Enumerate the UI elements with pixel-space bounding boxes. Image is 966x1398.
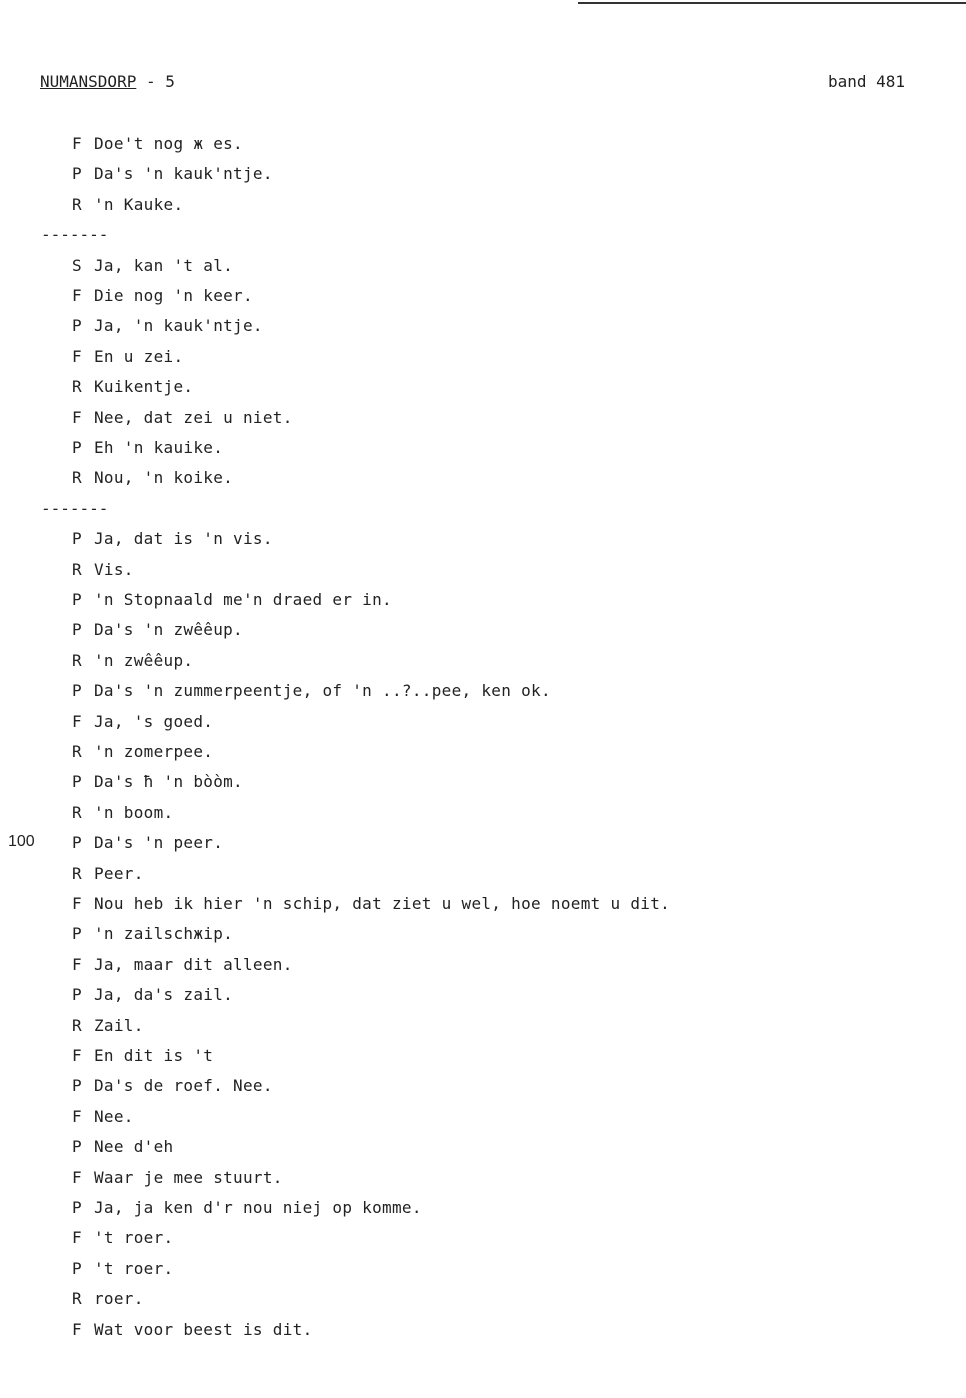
transcript-line <box>72 1289 144 1308</box>
utterance-text: Da's 'n kauk'ntje. <box>94 164 273 183</box>
transcript-line <box>72 712 213 731</box>
utterance-text: Ja, 'n kauk'ntje. <box>94 316 263 335</box>
utterance-text: Da's 'n zummerpeentje, of 'n ..?..pee, ken ok. <box>94 681 551 700</box>
speaker-code: P <box>72 438 82 457</box>
utterance-text: 'n zwêêup. <box>94 651 194 670</box>
transcript-line <box>72 1228 173 1247</box>
utterance-text: Zail. <box>94 1016 144 1035</box>
transcript-line <box>72 316 263 335</box>
speaker-code: P <box>72 924 82 943</box>
transcript-line <box>72 529 273 548</box>
utterance-text: 'n zailschжip. <box>94 924 234 943</box>
speaker-code: P <box>72 316 82 335</box>
utterance-text: Ja, kan 't al. <box>94 256 234 275</box>
speaker-code: F <box>72 347 82 366</box>
speaker-code: R <box>72 1289 82 1308</box>
speaker-code: P <box>72 681 82 700</box>
header-title: NUMANSDORP <box>40 72 137 91</box>
utterance-text: Da's 'n zwêêup. <box>94 620 243 639</box>
utterance-text: Ja, 's goed. <box>94 712 214 731</box>
header-page: - 5 <box>136 72 175 91</box>
speaker-code: F <box>72 134 82 153</box>
speaker-code: R <box>72 864 82 883</box>
transcript-line <box>72 408 293 427</box>
transcript-line <box>72 833 223 852</box>
speaker-code: R <box>72 651 82 670</box>
utterance-text: En u zei. <box>94 347 184 366</box>
document-header <box>40 72 175 91</box>
transcript-line <box>72 894 670 913</box>
utterance-text: Da's de roef. Nee. <box>94 1076 273 1095</box>
transcript-line <box>72 286 253 305</box>
band-label: band 481 <box>828 72 906 91</box>
utterance-text: roer. <box>94 1289 144 1308</box>
transcript-line <box>72 134 243 153</box>
speaker-code: P <box>72 590 82 609</box>
speaker-code: P <box>72 1198 82 1217</box>
transcript-line <box>72 803 173 822</box>
transcript-line <box>72 1259 173 1278</box>
transcript-line <box>72 195 183 214</box>
utterance-text: Doe't nog ж es. <box>94 134 243 153</box>
transcript-line <box>72 377 193 396</box>
transcript-line <box>72 1198 422 1217</box>
utterance-text: Waar je mee stuurt. <box>94 1168 283 1187</box>
transcript-line <box>72 864 144 883</box>
utterance-text: 't roer. <box>94 1259 174 1278</box>
speaker-code: R <box>72 742 82 761</box>
transcript-line <box>72 1016 144 1035</box>
speaker-code: P <box>72 1137 82 1156</box>
speaker-code: R <box>72 468 82 487</box>
speaker-code: F <box>72 894 82 913</box>
utterance-text: 'n zomerpee. <box>94 742 214 761</box>
transcript-line <box>72 681 551 700</box>
utterance-text: Peer. <box>94 864 144 883</box>
speaker-code: P <box>72 164 82 183</box>
speaker-code: F <box>72 955 82 974</box>
speaker-code: R <box>72 560 82 579</box>
speaker-code: P <box>72 1076 82 1095</box>
speaker-code: P <box>72 529 82 548</box>
utterance-text: Ja, da's zail. <box>94 985 234 1004</box>
utterance-text: 'n Kauke. <box>94 195 184 214</box>
speaker-code: R <box>72 1016 82 1035</box>
transcript-line <box>72 560 134 579</box>
section-divider: ------- <box>41 499 109 518</box>
speaker-code: F <box>72 1168 82 1187</box>
utterance-text: Da's 'n peer. <box>94 833 224 852</box>
speaker-code: P <box>72 620 82 639</box>
speaker-code: F <box>72 1107 82 1126</box>
utterance-text: 'n boom. <box>94 803 174 822</box>
speaker-code: R <box>72 195 82 214</box>
speaker-code: F <box>72 712 82 731</box>
transcript-line <box>72 985 233 1004</box>
utterance-text: Nee. <box>94 1107 134 1126</box>
transcript-line <box>72 924 233 943</box>
utterance-text: 't roer. <box>94 1228 174 1247</box>
utterance-text: Da's ħ 'n bòòm. <box>94 772 243 791</box>
speaker-code: F <box>72 286 82 305</box>
transcript-line <box>72 1076 273 1095</box>
utterance-text: En dit is 't <box>94 1046 214 1065</box>
transcript-line <box>72 1046 213 1065</box>
speaker-code: P <box>72 1259 82 1278</box>
transcript-line <box>72 1320 313 1339</box>
utterance-text: Nou, 'n koike. <box>94 468 234 487</box>
transcript-line <box>72 256 233 275</box>
margin-line-number: 100 <box>8 833 35 850</box>
speaker-code: F <box>72 1046 82 1065</box>
top-rule <box>578 2 966 4</box>
transcript-line <box>72 955 293 974</box>
transcript-line <box>72 620 243 639</box>
utterance-text: Die nog 'n keer. <box>94 286 253 305</box>
utterance-text: 'n Stopnaald me'n draed er in. <box>94 590 392 609</box>
utterance-text: Ja, dat is 'n vis. <box>94 529 273 548</box>
transcript-line <box>72 468 233 487</box>
utterance-text: Wat voor beest is dit. <box>94 1320 313 1339</box>
transcript-line <box>72 742 213 761</box>
transcript-line <box>72 1168 283 1187</box>
transcript-line <box>72 1137 173 1156</box>
transcript-line <box>72 772 243 791</box>
speaker-code: P <box>72 772 82 791</box>
speaker-code: F <box>72 1228 82 1247</box>
speaker-code: F <box>72 1320 82 1339</box>
speaker-code: S <box>72 256 82 275</box>
speaker-code: R <box>72 377 82 396</box>
utterance-text: Vis. <box>94 560 134 579</box>
transcript-line <box>72 651 193 670</box>
utterance-text: Nee d'eh <box>94 1137 174 1156</box>
section-divider: ------- <box>41 225 109 244</box>
transcript-line <box>72 164 273 183</box>
utterance-text: Nou heb ik hier 'n schip, dat ziet u wel, hoe noemt u dit. <box>94 894 671 913</box>
transcript-line <box>72 1107 134 1126</box>
utterance-text: Kuikentje. <box>94 377 194 396</box>
speaker-code: R <box>72 803 82 822</box>
transcript-line <box>72 438 223 457</box>
speaker-code: P <box>72 985 82 1004</box>
utterance-text: Nee, dat zei u niet. <box>94 408 293 427</box>
utterance-text: Eh 'n kauike. <box>94 438 224 457</box>
speaker-code: F <box>72 408 82 427</box>
utterance-text: Ja, maar dit alleen. <box>94 955 293 974</box>
utterance-text: Ja, ja ken d'r nou niej op komme. <box>94 1198 422 1217</box>
transcript-line <box>72 590 392 609</box>
speaker-code: P <box>72 833 82 852</box>
transcript-line <box>72 347 183 366</box>
